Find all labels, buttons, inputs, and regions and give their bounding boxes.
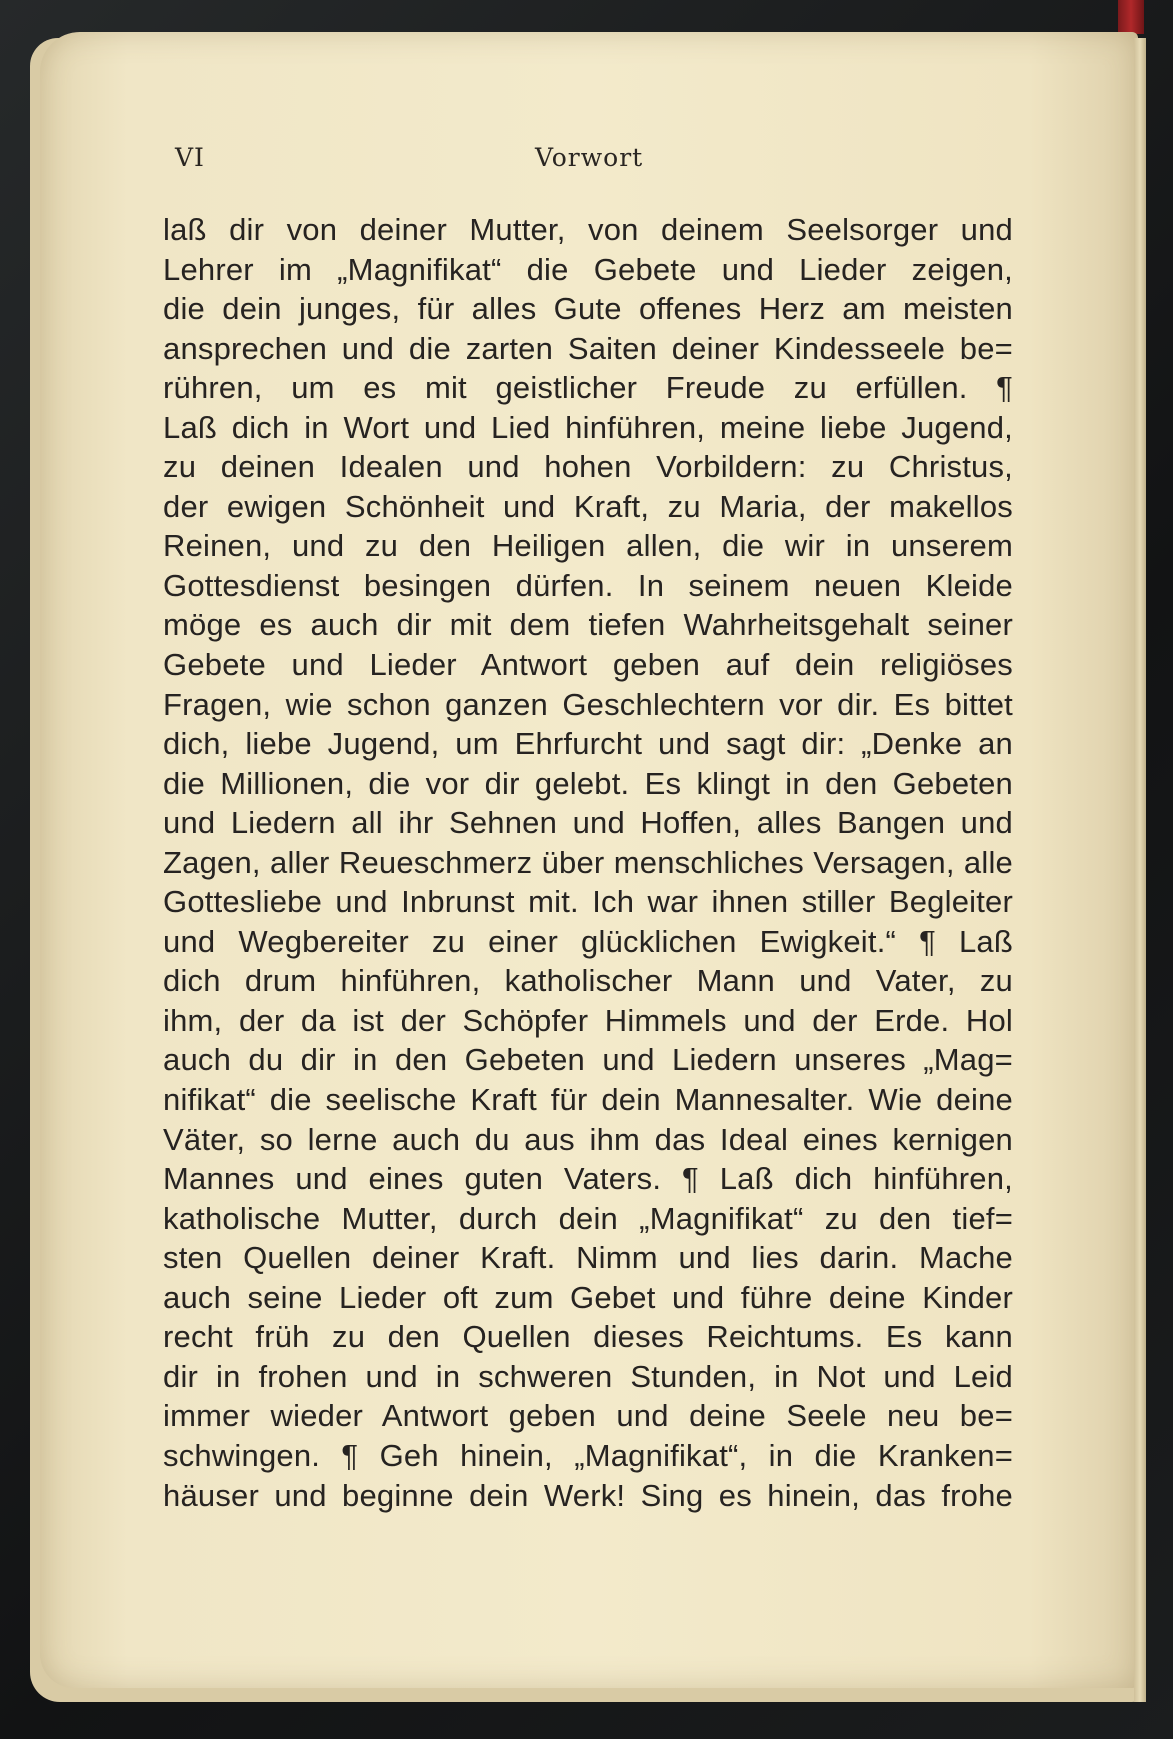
running-head [0, 0, 1173, 200]
text-line: möge es auch dir mit dem tiefen Wahrheitsgehalt seiner [163, 607, 1013, 643]
text-line: rühren, um es mit geistlicher Freude zu erfüllen. ¶ [163, 370, 1013, 406]
text-line: nifikat“ die seelische Kraft für dein Mannesalter. Wie deine [163, 1082, 1013, 1118]
text-line: Lehrer im „Magnifikat“ die Gebete und Lieder zeigen, [163, 251, 1013, 287]
text-line: der ewigen Schönheit und Kraft, zu Maria, der makellos [163, 488, 1013, 524]
text-line: ihm, der da ist der Schöpfer Himmels und der Erde. Hol [163, 1002, 1013, 1038]
text-line: Gebete und Lieder Antwort geben auf dein religiöses [163, 647, 1013, 683]
text-line: Reinen, und zu den Heiligen allen, die wir in unserem [163, 528, 1013, 564]
text-line: immer wieder Antwort geben und deine Seele neu be= [163, 1398, 1013, 1434]
page-gutter [1134, 38, 1146, 1702]
text-line: Fragen, wie schon ganzen Geschlechtern vor dir. Es bittet [163, 686, 1013, 722]
page-number: VI [175, 143, 205, 172]
text-line: laß dir von deiner Mutter, von deinem Seelsorger und [163, 212, 1013, 247]
text-line: dich drum hinführen, katholischer Mann und Vater, zu [163, 963, 1013, 999]
text-line: die Millionen, die vor dir gelebt. Es klingt in den Gebeten [163, 765, 1013, 801]
text-line: zu deinen Idealen und hohen Vorbildern: zu Christus, [163, 449, 1013, 485]
text-line: auch du dir in den Gebeten und Liedern unseres „Mag= [163, 1042, 1013, 1078]
text-line: ansprechen und die zarten Saiten deiner Kindesseele be= [163, 330, 1013, 366]
running-head-title: Vorwort [535, 143, 644, 172]
text-line: sten Quellen deiner Kraft. Nimm und lies darin. Mache [163, 1240, 1013, 1276]
text-line: dir in frohen und in schweren Stunden, in Not und Leid [163, 1358, 1013, 1394]
text-line: Zagen, aller Reueschmerz über menschliches Versagen, alle [163, 844, 1013, 880]
text-line: auch seine Lieder oft zum Gebet und führe deine Kinder [163, 1279, 1013, 1315]
text-line: Laß dich in Wort und Lied hinführen, meine liebe Jugend, [163, 409, 1013, 445]
text-line: Mannes und eines guten Vaters. ¶ Laß dich hinführen, [163, 1161, 1013, 1197]
text-line: Gottesdienst besingen dürfen. In seinem neuen Kleide [163, 567, 1013, 603]
text-line: die dein junges, für alles Gute offenes Herz am meisten [163, 291, 1013, 327]
text-line: häuser und beginne dein Werk! Sing es hinein, das frohe [163, 1477, 1013, 1513]
text-line: dich, liebe Jugend, um Ehrfurcht und sagt dir: „Denke an [163, 726, 1013, 762]
text-line: und Wegbereiter zu einer glücklichen Ewigkeit.“ ¶ Laß [163, 923, 1013, 959]
text-line: katholische Mutter, durch dein „Magnifikat“ zu den tief= [163, 1200, 1013, 1236]
body-text [163, 210, 1013, 1515]
text-line: und Liedern all ihr Sehnen und Hoffen, alles Bangen und [163, 805, 1013, 841]
text-line: Väter, so lerne auch du aus ihm das Ideal eines kernigen [163, 1121, 1013, 1157]
text-line: schwingen. ¶ Geh hinein, „Magnifikat“, in die Kranken= [163, 1437, 1013, 1473]
text-line: Gottesliebe und Inbrunst mit. Ich war ihnen stiller Begleiter [163, 884, 1013, 920]
text-line: recht früh zu den Quellen dieses Reichtums. Es kann [163, 1319, 1013, 1355]
